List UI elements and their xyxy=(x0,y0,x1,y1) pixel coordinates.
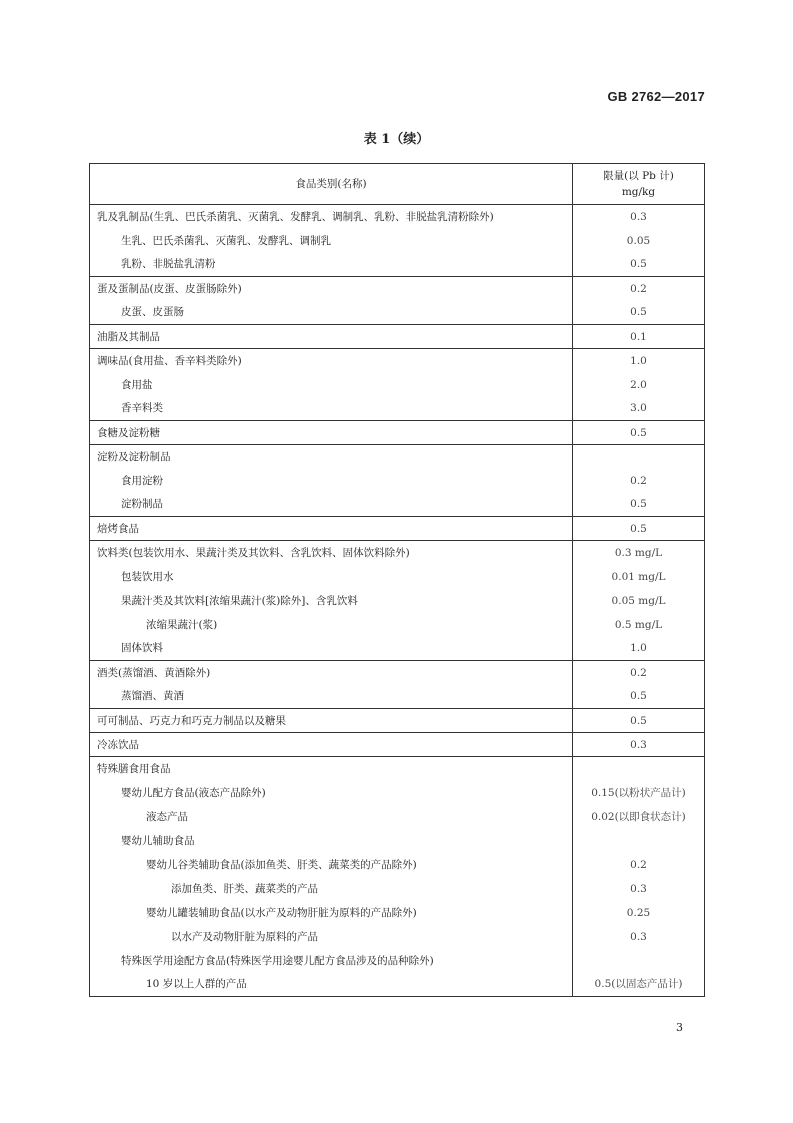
limit-value-cell: 0.5 xyxy=(573,301,705,325)
limit-value-cell xyxy=(573,829,705,853)
table-group xyxy=(90,541,705,661)
limit-value-cell: 0.5 xyxy=(573,709,705,733)
table-row xyxy=(90,541,705,565)
food-category-cell: 液态产品 xyxy=(90,805,573,829)
limit-value-cell: 0.2 xyxy=(573,469,705,493)
limit-value-cell: 0.15(以粉状产品计) xyxy=(573,781,705,805)
food-category-cell: 淀粉制品 xyxy=(90,493,573,517)
table-row xyxy=(90,781,705,805)
table-row xyxy=(90,973,705,997)
table-row xyxy=(90,421,705,445)
food-category-cell: 可可制品、巧克力和巧克力制品以及糖果 xyxy=(90,709,573,733)
limit-value-cell: 0.01 mg/L xyxy=(573,565,705,589)
table-row xyxy=(90,709,705,733)
table-row xyxy=(90,397,705,421)
table-row xyxy=(90,205,705,229)
food-category-cell: 包装饮用水 xyxy=(90,565,573,589)
table-group xyxy=(90,661,705,709)
food-category-cell: 婴幼儿谷类辅助食品(添加鱼类、肝类、蔬菜类的产品除外) xyxy=(90,853,573,877)
limit-value-cell: 0.2 xyxy=(573,661,705,685)
limit-value-cell: 0.5 xyxy=(573,253,705,277)
limit-unit: mg/kg xyxy=(621,186,656,198)
food-category-cell: 浓缩果蔬汁(浆) xyxy=(90,613,573,637)
food-category-cell: 乳及乳制品(生乳、巴氏杀菌乳、灭菌乳、发酵乳、调制乳、乳粉、非脱盐乳清粉除外) xyxy=(90,205,573,229)
food-category-cell: 10 岁以上人群的产品 xyxy=(90,973,573,997)
limit-value-cell: 0.5(以固态产品计) xyxy=(573,973,705,997)
table-row xyxy=(90,325,705,349)
limit-value-cell: 0.5 xyxy=(573,493,705,517)
limit-value-cell: 0.2 xyxy=(573,277,705,301)
table-row xyxy=(90,589,705,613)
limit-value-cell: 0.3 mg/L xyxy=(573,541,705,565)
table-row xyxy=(90,853,705,877)
limit-value-cell: 0.02(以即食状态计) xyxy=(573,805,705,829)
food-category-cell: 特殊膳食用食品 xyxy=(90,757,573,781)
table-row xyxy=(90,661,705,685)
table-row xyxy=(90,637,705,661)
limit-value-cell: 0.1 xyxy=(573,325,705,349)
limit-value-cell xyxy=(573,757,705,781)
food-category-cell: 蛋及蛋制品(皮蛋、皮蛋肠除外) xyxy=(90,277,573,301)
table-group xyxy=(90,421,705,445)
table-group xyxy=(90,325,705,349)
table-row xyxy=(90,565,705,589)
limit-value-cell: 0.3 xyxy=(573,733,705,757)
food-category-cell: 调味品(食用盐、香辛料类除外) xyxy=(90,349,573,373)
limit-value-cell: 0.5 xyxy=(573,421,705,445)
table-row xyxy=(90,469,705,493)
limit-value-cell: 0.5 xyxy=(573,517,705,541)
limit-value-cell: 3.0 xyxy=(573,397,705,421)
table-row xyxy=(90,829,705,853)
table-row xyxy=(90,613,705,637)
lead-limits-table xyxy=(89,163,705,997)
table-row xyxy=(90,901,705,925)
page-body xyxy=(89,163,705,1055)
table-row xyxy=(90,253,705,277)
table-row xyxy=(90,949,705,973)
food-category-cell: 婴幼儿辅助食品 xyxy=(90,829,573,853)
limit-value-cell: 0.3 xyxy=(573,205,705,229)
table-group xyxy=(90,733,705,757)
table-group xyxy=(90,349,705,421)
table-row xyxy=(90,733,705,757)
table-group xyxy=(90,757,705,997)
food-category-cell: 冷冻饮品 xyxy=(90,733,573,757)
table-row xyxy=(90,301,705,325)
food-category-cell: 淀粉及淀粉制品 xyxy=(90,445,573,469)
food-category-cell: 油脂及其制品 xyxy=(90,325,573,349)
food-category-cell: 特殊医学用途配方食品(特殊医学用途婴儿配方食品涉及的品种除外) xyxy=(90,949,573,973)
food-category-cell: 食糖及淀粉糖 xyxy=(90,421,573,445)
limit-value-cell: 0.2 xyxy=(573,853,705,877)
food-category-cell: 酒类(蒸馏酒、黄酒除外) xyxy=(90,661,573,685)
limit-value-cell: 0.25 xyxy=(573,901,705,925)
food-category-cell: 婴幼儿配方食品(液态产品除外) xyxy=(90,781,573,805)
food-category-cell: 食用盐 xyxy=(90,373,573,397)
table-group xyxy=(90,709,705,733)
food-category-cell: 食用淀粉 xyxy=(90,469,573,493)
table-row xyxy=(90,373,705,397)
table-title: 表 1（续） xyxy=(363,132,430,147)
table-row xyxy=(90,349,705,373)
food-category-cell: 蒸馏酒、黄酒 xyxy=(90,685,573,709)
table-row xyxy=(90,757,705,781)
food-category-cell: 以水产及动物肝脏为原料的产品 xyxy=(90,925,573,949)
table-row xyxy=(90,277,705,301)
table-row xyxy=(90,229,705,253)
food-category-cell: 果蔬汁类及其饮料[浓缩果蔬汁(浆)除外]、含乳饮料 xyxy=(90,589,573,613)
table-row xyxy=(90,445,705,469)
table-header-row xyxy=(90,164,705,205)
food-category-cell: 香辛料类 xyxy=(90,397,573,421)
table-group xyxy=(90,445,705,517)
limit-value-cell: 0.3 xyxy=(573,925,705,949)
limit-value-cell: 0.5 mg/L xyxy=(573,613,705,637)
limit-value-cell: 1.0 xyxy=(573,349,705,373)
table-group xyxy=(90,205,705,277)
limit-value-cell: 0.05 xyxy=(573,229,705,253)
limit-value-cell: 0.05 mg/L xyxy=(573,589,705,613)
table-row xyxy=(90,805,705,829)
food-category-cell: 皮蛋、皮蛋肠 xyxy=(90,301,573,325)
limit-value-cell xyxy=(573,445,705,469)
table-row xyxy=(90,877,705,901)
table-group xyxy=(90,517,705,541)
table-row xyxy=(90,685,705,709)
table-row xyxy=(90,493,705,517)
table-row xyxy=(90,517,705,541)
food-category-cell: 乳粉、非脱盐乳清粉 xyxy=(90,253,573,277)
food-category-cell: 生乳、巴氏杀菌乳、灭菌乳、发酵乳、调制乳 xyxy=(90,229,573,253)
page-number: 3 xyxy=(676,1021,683,1034)
limit-label: 限量(以 Pb 计) xyxy=(603,170,674,182)
food-category-cell: 固体饮料 xyxy=(90,637,573,661)
table-row xyxy=(90,925,705,949)
limit-value-cell: 0.3 xyxy=(573,877,705,901)
limit-value-cell: 0.5 xyxy=(573,685,705,709)
column-header-limit xyxy=(573,164,705,205)
limit-value-cell: 2.0 xyxy=(573,373,705,397)
food-category-cell: 焙烤食品 xyxy=(90,517,573,541)
standard-number: GB 2762—2017 xyxy=(607,89,705,104)
table-group xyxy=(90,277,705,325)
limit-value-cell xyxy=(573,949,705,973)
food-category-cell: 婴幼儿罐装辅助食品(以水产及动物肝脏为原料的产品除外) xyxy=(90,901,573,925)
food-category-cell: 添加鱼类、肝类、蔬菜类的产品 xyxy=(90,877,573,901)
food-category-cell: 饮料类(包装饮用水、果蔬汁类及其饮料、含乳饮料、固体饮料除外) xyxy=(90,541,573,565)
limit-value-cell: 1.0 xyxy=(573,637,705,661)
column-header-food-category: 食品类别(名称) xyxy=(90,164,573,205)
